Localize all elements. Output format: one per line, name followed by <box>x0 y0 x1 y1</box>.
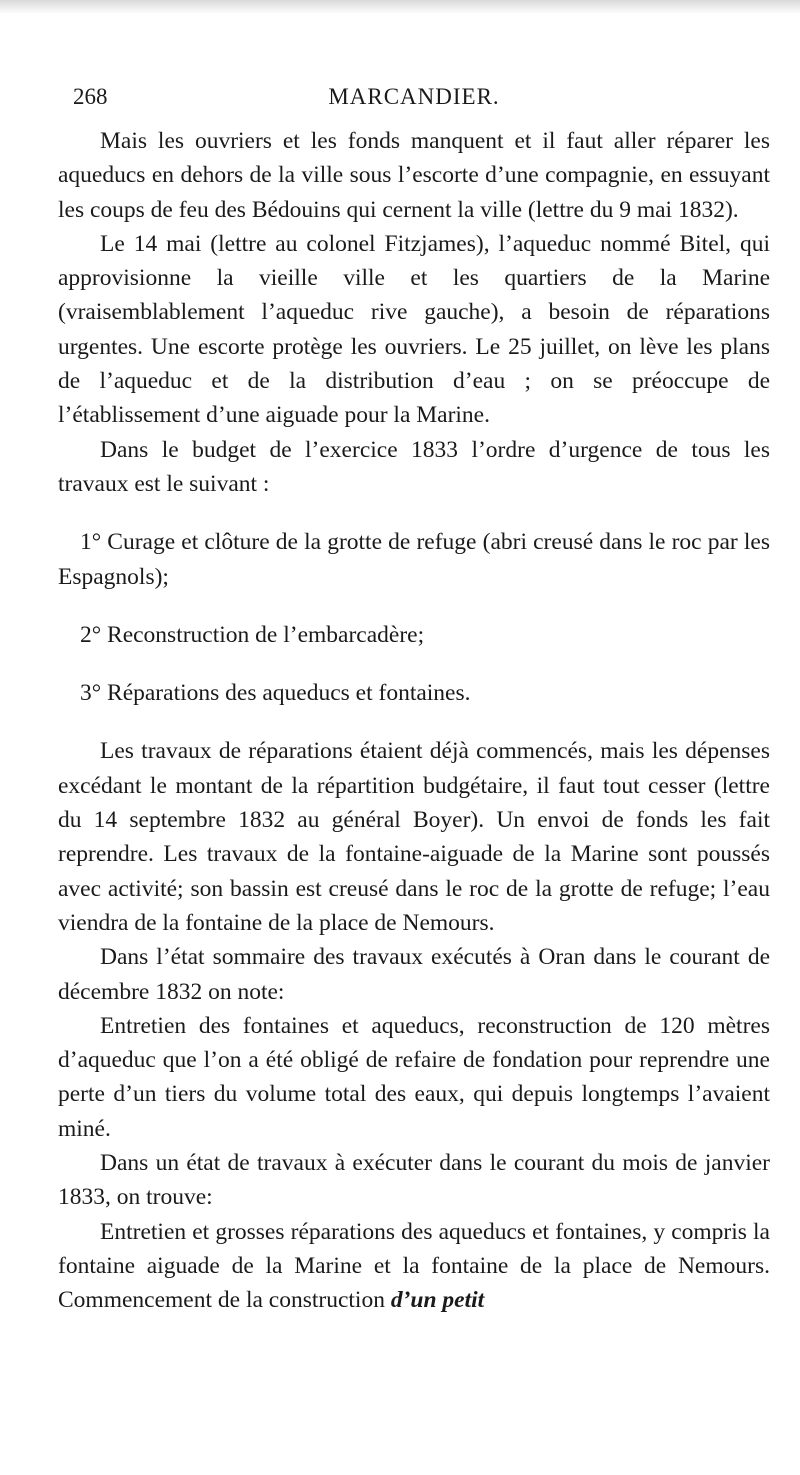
paragraph-text: Entretien et grosses réparations des aqueducs et fontaines, y compris la fontaine aiguade de la Marine et la fontaine de la place de Nemours. Commencement de la construction <box>58 1218 770 1314</box>
list-item: 1° Curage et clôture de la grotte de refuge (abri creusé dans le roc par les Espagnols); <box>58 529 770 590</box>
scan-edge-shadow <box>0 0 800 14</box>
paragraph: Les travaux de réparations étaient déjà commencés, mais les dépenses excédant le montant de la répartition budgétaire, il faut tout cesser (lettre du 14 septembre 1832 au général Boyer). Un envoi de fonds les fait reprendre. Les travaux de la fontaine-aiguade de la Marine sont poussés avec activité; son bassin est creusé dans le roc de la grotte de refuge; l’eau viendra de la fontaine de la place de Nemours. <box>58 738 770 936</box>
body-text <box>58 124 770 1318</box>
running-title: MARCANDIER. <box>328 84 500 109</box>
paragraph: Dans l’état sommaire des travaux exécutés à Oran dans le courant de décembre 1832 on note: <box>58 944 770 1005</box>
paragraph: Entretien des fontaines et aqueducs, reconstruction de 120 mètres d’aqueduc que l’on a été obligé de refaire de fondation pour reprendre une perte d’un tiers du volume total des eaux, qui depuis longtemps l’avaient miné. <box>58 1012 770 1142</box>
italic-fragment: d’un petit <box>390 1287 485 1314</box>
paragraph: Dans un état de travaux à exécuter dans le courant du mois de janvier 1833, on trouve: <box>58 1150 770 1211</box>
list-item: 3° Réparations des aqueducs et fontaines. <box>80 680 471 707</box>
paragraph: Le 14 mai (lettre au colonel Fitzjames), l’aqueduc nommé Bitel, qui approvisionne la vieille ville et les quartiers de la Marine (vraisemblablement l’aqueduc rive gauche), a besoin de réparations urgentes. Une escorte protège les ouvriers. Le 25 juillet, on lève les plans de l’aqueduc et de la distribution d’eau ; on se préoccupe de l’établissement d’une aiguade pour la Marine. <box>58 230 770 429</box>
list-item: 2° Reconstruction de l’embarcadère; <box>80 621 425 648</box>
paragraph <box>58 1215 770 1318</box>
page-header <box>58 84 770 124</box>
paragraph: Dans le budget de l’exercice 1833 l’ordre d’urgence de tous les travaux est le suivant : <box>58 436 770 497</box>
page-number: 268 <box>73 84 108 109</box>
paragraph: Mais les ouvriers et les fonds manquent et il faut aller réparer les aqueducs en dehors de la ville sous l’escorte d’une compagnie, en essuyant les coups de feu des Bédouins qui cernent la ville (lettre du 9 mai 1832). <box>58 128 770 223</box>
book-page <box>58 84 770 1318</box>
